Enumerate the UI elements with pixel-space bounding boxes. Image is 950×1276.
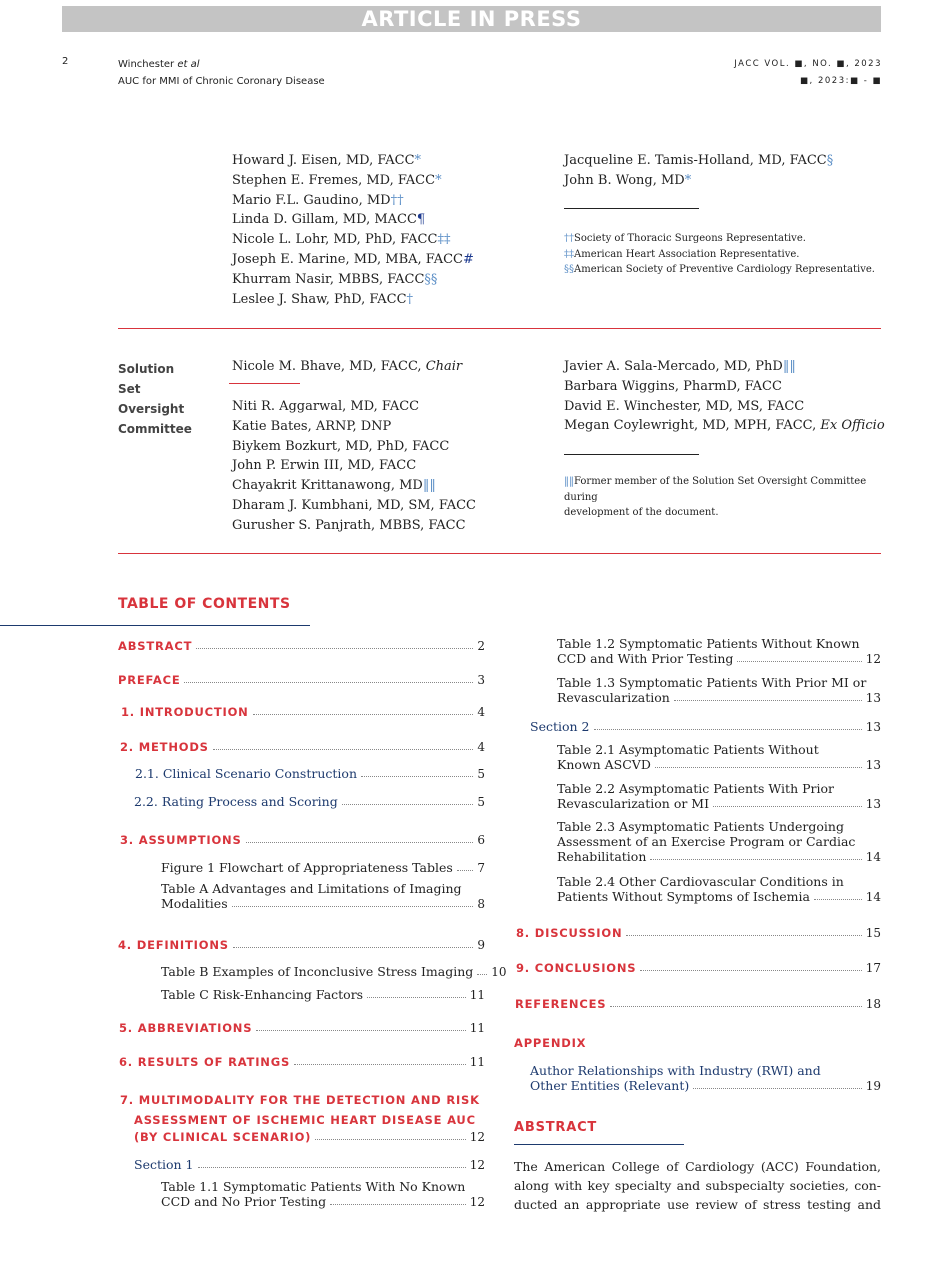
- footnote: ††Society of Thoracic Surgeons Representative.: [564, 233, 806, 244]
- toc-entry-clinical-scenario[interactable]: 2.1. Clinical Scenario Construction 5: [135, 766, 485, 781]
- toc-entry-introduction[interactable]: 1. INTRODUCTION 4: [121, 705, 485, 719]
- footnote-divider: [564, 454, 699, 455]
- toc-entry-table-1-2[interactable]: Table 1.2 Symptomatic Patients Without Known CCD and With Prior Testing 12: [557, 636, 881, 666]
- section-divider: [118, 328, 881, 329]
- member-name: Javier A. Sala-Mercado, MD, PhD‖‖: [564, 359, 796, 374]
- writing-group-footnotes: [564, 231, 875, 278]
- toc-entry-rating-process[interactable]: 2.2. Rating Process and Scoring 5: [134, 794, 485, 809]
- toc-entry-methods[interactable]: 2. METHODS 4: [120, 740, 485, 754]
- toc-entry-rwi[interactable]: Author Relationships with Industry (RWI) and Other Entities (Relevant) 19: [530, 1063, 881, 1093]
- member-name: John B. Wong, MD*: [564, 172, 692, 188]
- member-name: Gurusher S. Panjrath, MBBS, FACC: [232, 517, 466, 533]
- member-name: Dharam J. Kumbhani, MD, SM, FACC: [232, 497, 476, 513]
- committee-right: [564, 357, 885, 436]
- member-name: Barbara Wiggins, PharmD, FACC: [564, 378, 782, 394]
- footnote: ‡‡American Heart Association Representative.: [564, 248, 800, 260]
- running-header-left: [118, 56, 325, 90]
- toc-entry-discussion[interactable]: 8. DISCUSSION 15: [516, 926, 881, 940]
- toc-entry-figure-1[interactable]: Figure 1 Flowchart of Appropriateness Tables 7: [161, 860, 485, 875]
- member-name: Stephen E. Fremes, MD, FACC*: [232, 172, 442, 188]
- journal-line-2: ■, 2023:■ - ■: [800, 76, 882, 86]
- toc-entry-table-2-4[interactable]: Table 2.4 Other Cardiovascular Conditions in Patients Without Symptoms of Ischemia 14: [557, 874, 881, 904]
- toc-entry-abstract[interactable]: ABSTRACT 2: [118, 639, 485, 653]
- toc-entry-references[interactable]: REFERENCES 18: [515, 997, 881, 1011]
- toc-entry-section-2[interactable]: Section 2 13: [530, 719, 881, 734]
- toc-entry-table-a[interactable]: Table A Advantages and Limitations of Imaging Modalities 8: [161, 881, 485, 911]
- toc-entry-table-1-1[interactable]: Table 1.1 Symptomatic Patients With No Known CCD and No Prior Testing 12: [161, 1179, 485, 1209]
- writing-group-left: [232, 151, 474, 309]
- toc-entry-appendix[interactable]: APPENDIX: [514, 1036, 587, 1050]
- page-number: 2: [62, 56, 69, 67]
- toc-entry-table-b[interactable]: Table B Examples of Inconclusive Stress Imaging 10: [161, 964, 507, 979]
- member-name: Chayakrit Krittanawong, MD‖‖: [232, 478, 436, 494]
- member-name: Joseph E. Marine, MD, MBA, FACC#: [232, 251, 474, 267]
- member-name: David E. Winchester, MD, MS, FACC: [564, 398, 805, 414]
- running-header-right: [734, 56, 882, 90]
- member-name: Khurram Nasir, MBBS, FACC§§: [232, 271, 438, 287]
- member-name: Howard J. Eisen, MD, FACC*: [232, 153, 422, 168]
- committee-chair: Nicole M. Bhave, MD, FACC, Chair: [232, 359, 463, 374]
- chair-underline: [229, 383, 300, 384]
- toc-entry-table-2-2[interactable]: Table 2.2 Asymptomatic Patients With Prior Revascularization or MI 13: [557, 781, 881, 811]
- committee-left: [232, 397, 476, 536]
- member-name: Megan Coylewright, MD, MPH, FACC, Ex Officio: [564, 418, 885, 434]
- toc-entry-table-2-1[interactable]: Table 2.1 Asymptomatic Patients Without Known ASCVD 13: [557, 742, 881, 772]
- toc-entry-multimodality[interactable]: 7. MULTIMODALITY FOR THE DETECTION AND RISK ASSESSMENT OF ISCHEMIC HEART DISEASE AUC (BY CLINICAL SCENARIO) 12: [120, 1093, 485, 1144]
- toc-entry-preface[interactable]: PREFACE 3: [118, 673, 485, 687]
- toc-entry-section-1[interactable]: Section 1 12: [134, 1157, 485, 1172]
- member-name: Biykem Bozkurt, MD, PhD, FACC: [232, 438, 450, 454]
- toc-entry-table-1-3[interactable]: Table 1.3 Symptomatic Patients With Prior MI or Revascularization 13: [557, 675, 881, 705]
- committee-label: Solution Set Oversight Committee: [118, 362, 192, 436]
- journal-line-1: JACC VOL. ■, NO. ■, 2023: [734, 59, 882, 69]
- footnote-divider: [564, 208, 699, 209]
- committee-footnote: ‖‖Former member of the Solution Set Oversight Committee during development of the document.: [564, 476, 867, 518]
- member-name: Nicole L. Lohr, MD, PhD, FACC‡‡: [232, 232, 451, 248]
- member-name: Mario F.L. Gaudino, MD††: [232, 192, 404, 208]
- toc-entry-abbreviations[interactable]: 5. ABBREVIATIONS 11: [119, 1021, 485, 1035]
- toc-title-rule: [0, 625, 310, 626]
- member-name: Niti R. Aggarwal, MD, FACC: [232, 399, 420, 414]
- author-etal: et al: [177, 59, 200, 70]
- toc-title: TABLE OF CONTENTS: [118, 596, 291, 612]
- abstract-heading: ABSTRACT: [514, 1120, 598, 1135]
- toc-entry-table-2-3[interactable]: Table 2.3 Asymptomatic Patients Undergoing Assessment of an Exercise Program or Cardiac Rehabilitation 14: [557, 819, 881, 864]
- abstract-heading-rule: [514, 1144, 684, 1145]
- footnote: §§American Society of Preventive Cardiology Representative.: [564, 264, 875, 275]
- toc-entry-conclusions[interactable]: 9. CONCLUSIONS 17: [516, 961, 881, 975]
- author-line: Winchester: [118, 59, 175, 70]
- member-name: John P. Erwin III, MD, FACC: [232, 458, 417, 474]
- writing-group-right: [564, 151, 833, 191]
- toc-entry-table-c[interactable]: Table C Risk-Enhancing Factors 11: [161, 987, 485, 1002]
- toc-entry-definitions[interactable]: 4. DEFINITIONS 9: [118, 938, 485, 952]
- article-in-press-banner: ARTICLE IN PRESS: [62, 6, 881, 32]
- member-name: Linda D. Gillam, MD, MACC¶: [232, 212, 426, 228]
- member-name: Katie Bates, ARNP, DNP: [232, 418, 392, 434]
- short-title: AUC for MMI of Chronic Coronary Disease: [118, 76, 325, 87]
- toc-entry-assumptions[interactable]: 3. ASSUMPTIONS 6: [120, 833, 485, 847]
- section-divider: [118, 553, 881, 554]
- member-name: Leslee J. Shaw, PhD, FACC†: [232, 291, 414, 307]
- abstract-text: The American College of Cardiology (ACC) Foundation, along with key specialty and subspecialty societies, con- ducted an appropriate use review of stress testing and: [514, 1159, 881, 1212]
- member-name: Jacqueline E. Tamis-Holland, MD, FACC§: [564, 153, 834, 168]
- toc-entry-results[interactable]: 6. RESULTS OF RATINGS 11: [119, 1055, 485, 1069]
